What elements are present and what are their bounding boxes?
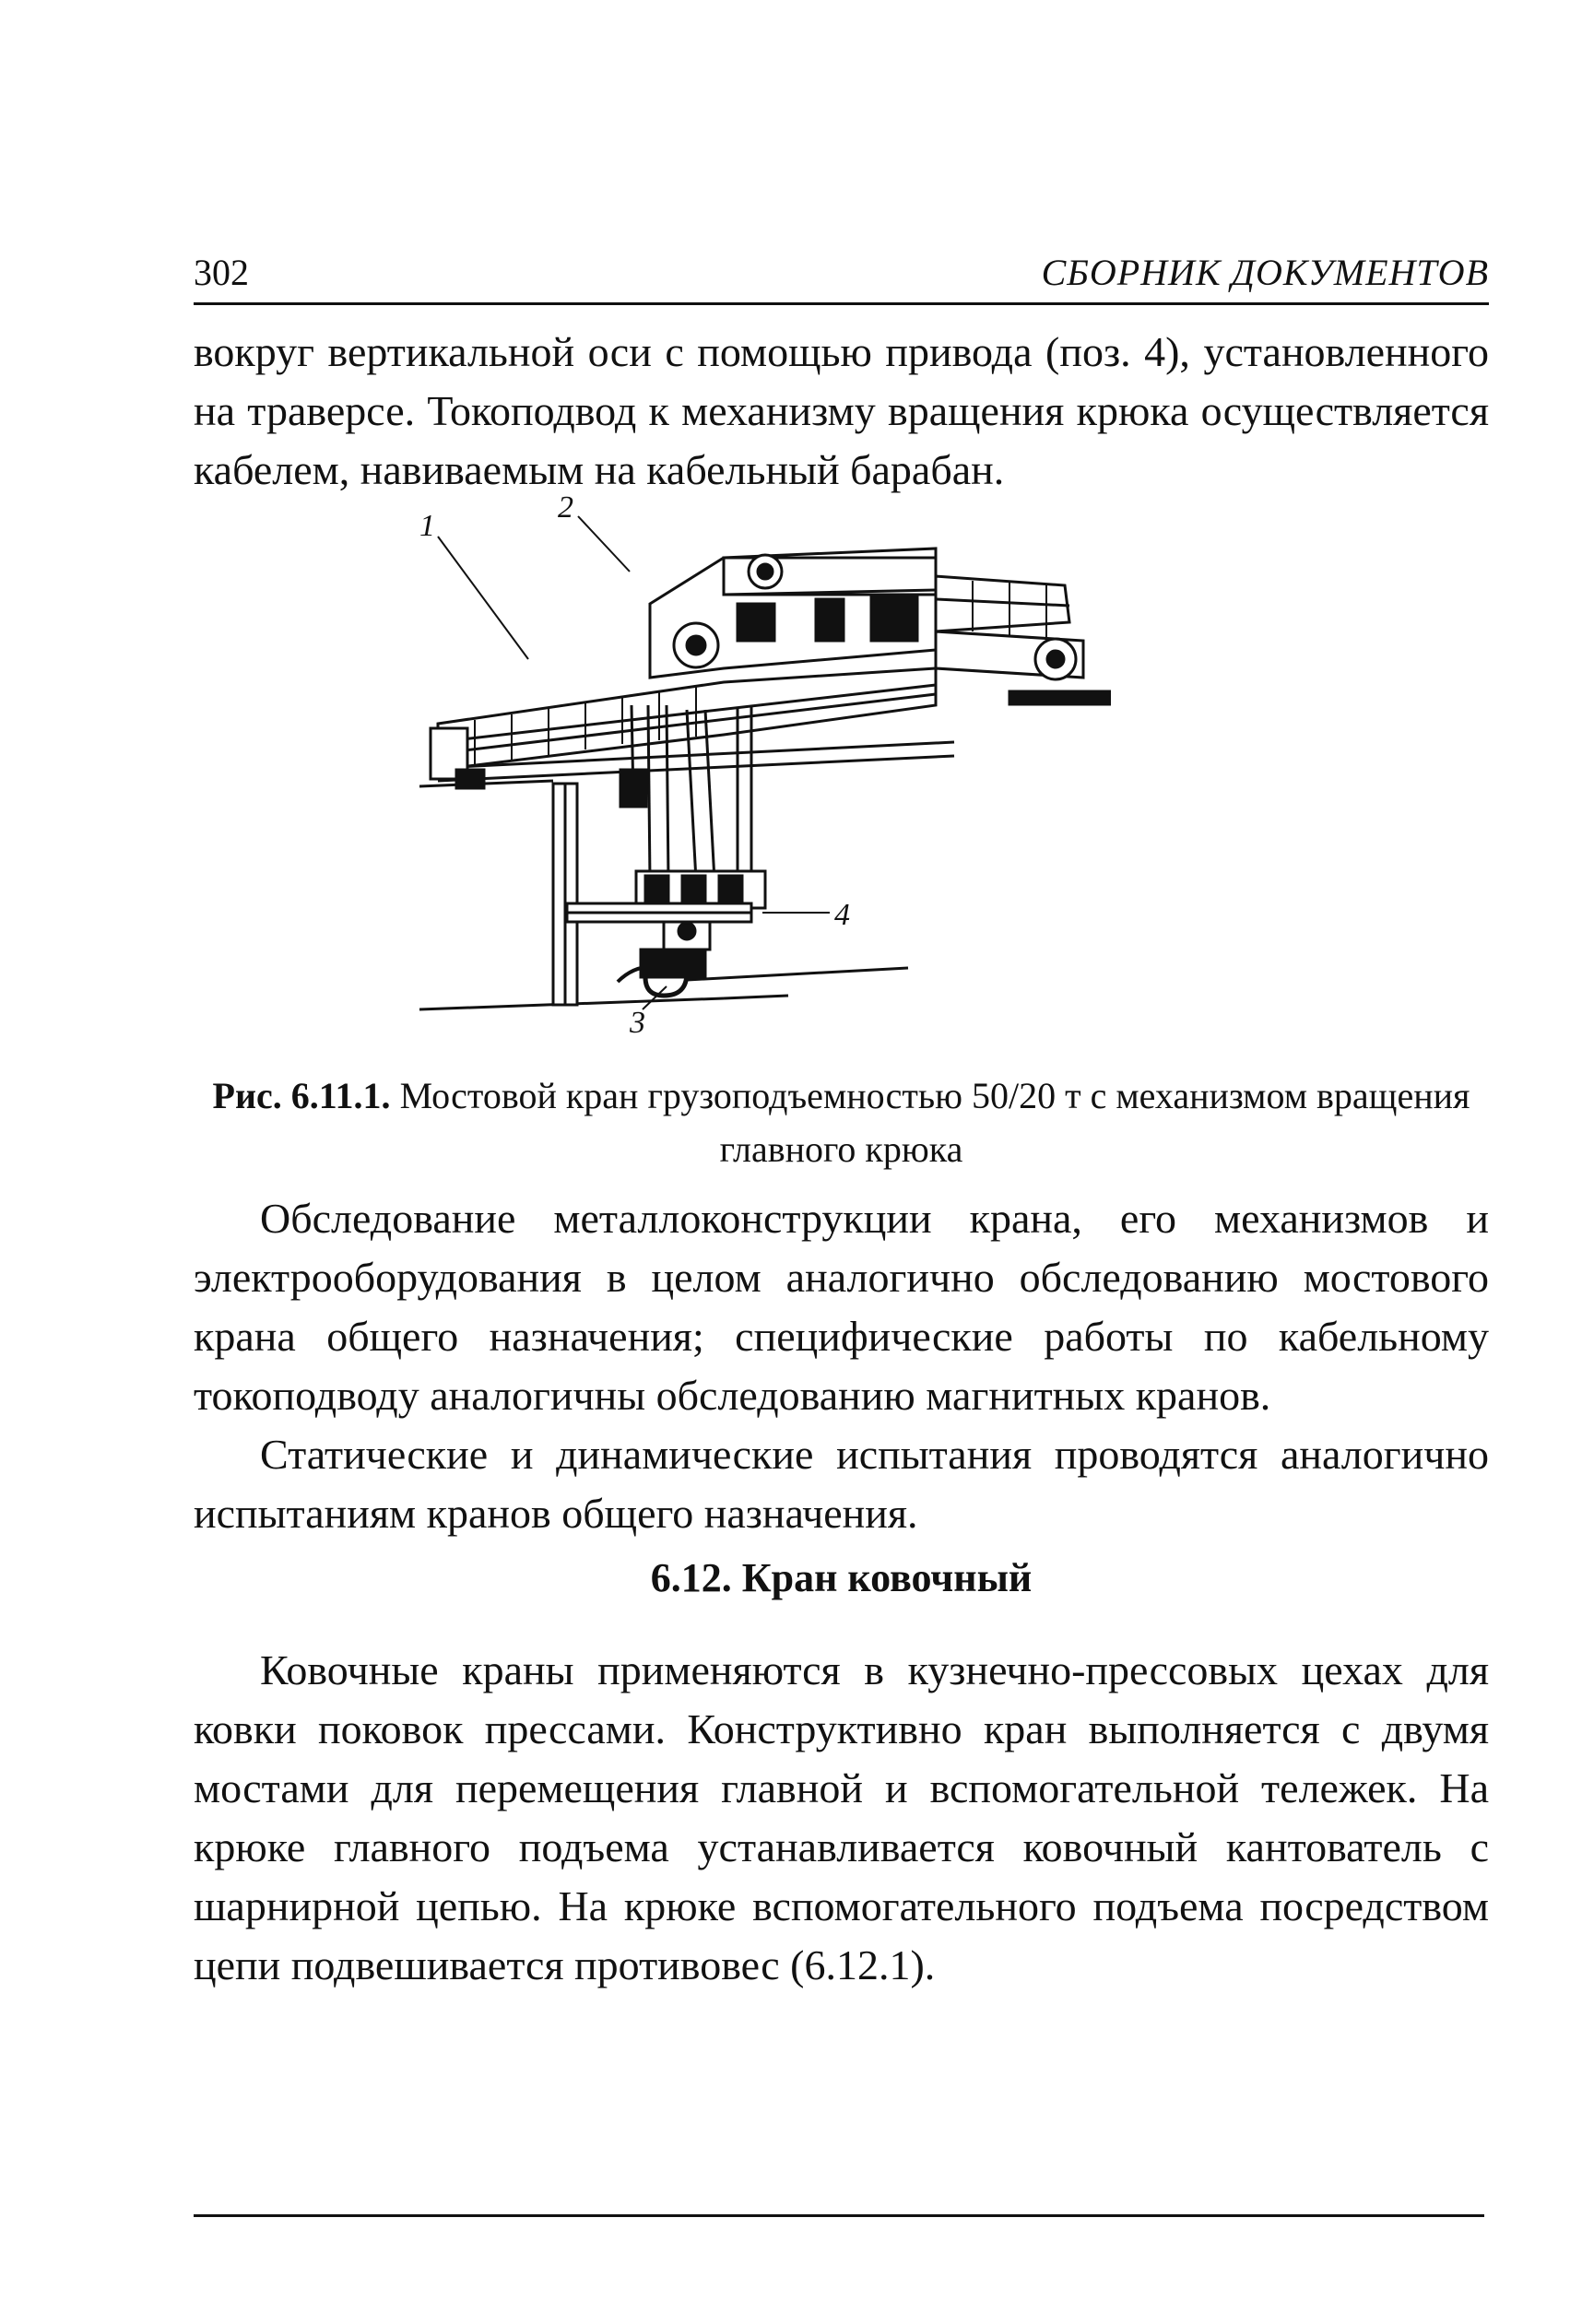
page-number: 302 (194, 252, 249, 293)
paragraph: вокруг вертикальной оси с помощью привода (поз. 4), установленного на траверсе. Токоподвод к механизму вращения крюка осуществляется кабелем, навиваемым на кабельный барабан. (194, 328, 1489, 493)
crane-figure (419, 493, 1111, 1065)
header-rule (194, 302, 1489, 305)
section-heading: 6.12. Кран ковочный (650, 1555, 1033, 1600)
intro-text (194, 323, 1489, 500)
caption-text: Мостовой кран грузоподъемностью 50/20 т с механизмом вращения главного крюка (399, 1075, 1470, 1170)
body-text-bottom (194, 1641, 1489, 1995)
figure-caption (194, 1069, 1489, 1176)
label-4: 4 (834, 898, 850, 932)
paragraph: Обследование металлоконструкции крана, его механизмов и электрооборудования в целом аналогично обследованию мостового крана общего назначения; специфические работы по кабельному токоподводу аналогичны обследованию магнитных кранов. (194, 1195, 1489, 1419)
label-1: 1 (419, 509, 435, 543)
paragraph: Статические и динамические испытания проводятся аналогично испытаниям кранов общего назначения. (194, 1431, 1489, 1537)
footer-rule (194, 2214, 1484, 2217)
caption-number: Рис. 6.11.1. (212, 1075, 391, 1116)
crane-drawing (419, 493, 1111, 1065)
label-3: 3 (630, 1006, 645, 1040)
paragraph: Ковочные краны применяются в кузнечно-прессовых цехах для ковки поковок прессами. Конструктивно кран выполняется с двумя мостами для перемещения главной и вспомогательной тележек. На крюке главного подъема устанавливается ковочный кантователь с шарнирной цепью. На крюке вспомогательного подъема посредством цепи подвешивается противовес (6.12.1). (194, 1646, 1489, 1988)
body-text-middle (194, 1189, 1489, 1543)
running-title: СБОРНИК ДОКУМЕНТОВ (1041, 252, 1489, 293)
label-2: 2 (558, 493, 573, 525)
page-header (194, 251, 1489, 306)
